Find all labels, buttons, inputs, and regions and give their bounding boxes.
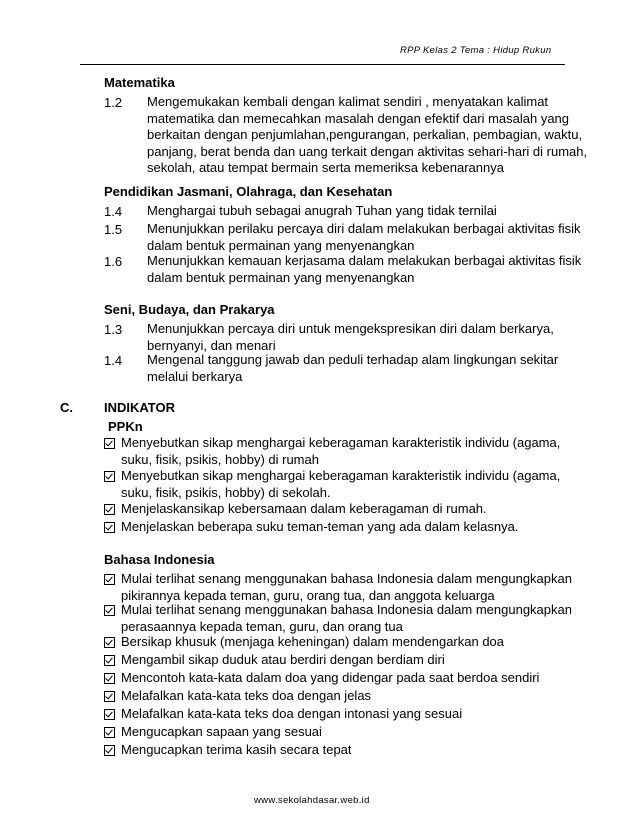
text-line: Menunjukkan kemauan kerjasama dalam melakukan berbagai aktivitas fisik <box>147 253 582 268</box>
item-text <box>147 221 581 254</box>
indicator-text <box>121 435 560 468</box>
text-line: Mengucapkan sapaan yang sesuai <box>121 724 322 739</box>
text-line: Menghargai tubuh sebagai anugrah Tuhan yang tidak ternilai <box>147 203 497 218</box>
text-line: Menjelaskansikap kebersamaan dalam keberagaman di rumah. <box>121 501 487 516</box>
item-number: 1.3 <box>104 322 123 337</box>
item-text <box>147 253 581 286</box>
text-line: suku, fisik, psikis, hobby) di sekolah. <box>121 484 331 500</box>
text-line: Menyebutkan sikap menghargai keberagaman karakteristik individu (agama, <box>121 468 561 483</box>
text-line: dalam bentuk permainan yang menyenangkan <box>147 269 415 285</box>
indicator-text <box>121 501 487 518</box>
checkbox-icon <box>104 691 115 702</box>
text-line: Mengambil sikap duduk atau berdiri dengan berdiam diri <box>121 652 445 667</box>
item-number: 1.4 <box>104 204 123 219</box>
text-line: panjang, berat benda dan uang terkait dengan aktivitas sehari-hari di rumah, <box>147 143 588 159</box>
item-number: 1.4 <box>104 353 123 368</box>
page-footer: www.sekolahdasar.web.id <box>254 795 370 806</box>
text-line: perasaannya kepada teman, guru, dan orang tua <box>121 618 403 634</box>
text-line: pikirannya kepada teman, guru, orang tua, dan anggota keluarga <box>121 587 495 603</box>
checkbox-icon <box>104 745 115 756</box>
text-line: Menunjukkan percaya diri untuk mengekspresikan diri dalam berkarya, <box>147 321 554 336</box>
text-line: Melafalkan kata-kata teks doa dengan jelas <box>121 688 372 703</box>
checkbox-icon <box>104 605 115 616</box>
text-line: Menyebutkan sikap menghargai keberagaman karakteristik individu (agama, <box>121 435 561 450</box>
section-title-indikator: INDIKATOR <box>104 400 176 415</box>
section-letter: C. <box>60 400 73 415</box>
text-line: suku, fisik, psikis, hobby) di rumah <box>121 451 319 467</box>
section-title-sbdp: Seni, Budaya, dan Prakarya <box>104 302 275 317</box>
text-line: Bersikap khusuk (menjaga keheningan) dalam mendengarkan doa <box>121 634 505 649</box>
subsection-title-ppkn: PPKn <box>108 419 143 434</box>
indicator-text <box>121 742 352 759</box>
header-rule <box>80 64 565 65</box>
item-text <box>147 203 497 220</box>
text-line: Mulai terlihat senang menggunakan bahasa Indonesia dalam mengungkapkan <box>121 602 572 617</box>
item-number: 1.2 <box>104 95 123 110</box>
page-header: RPP Kelas 2 Tema : Hidup Rukun <box>400 45 552 56</box>
indicator-text <box>121 706 462 723</box>
checkbox-icon <box>104 655 115 666</box>
checkbox-icon <box>104 471 115 482</box>
item-number: 1.6 <box>104 254 123 269</box>
section-title-matematika: Matematika <box>104 75 175 90</box>
checkbox-icon <box>104 522 115 533</box>
text-line: Mengemukakan kembali dengan kalimat sendiri , menyatakan kalimat <box>147 94 549 109</box>
indicator-text <box>121 688 371 705</box>
indicator-text <box>121 670 539 687</box>
indicator-text <box>121 652 445 669</box>
item-text <box>147 352 558 385</box>
text-line: Mencontoh kata-kata dalam doa yang didengar pada saat berdoa sendiri <box>121 670 540 685</box>
checkbox-icon <box>104 574 115 585</box>
text-line: berkaitan dengan penjumlahan,pengurangan, perkalian, pembagian, waktu, <box>147 127 583 142</box>
indicator-text <box>121 724 322 741</box>
text-line: Mulai terlihat senang menggunakan bahasa Indonesia dalam mengungkapkan <box>121 571 572 586</box>
text-line: melalui berkarya <box>147 368 243 384</box>
item-number: 1.5 <box>104 222 123 237</box>
indicator-text <box>121 602 572 635</box>
text-line: matematika dan memecahkan masalah dengan efektif dari masalah yang <box>147 110 570 126</box>
text-line: dalam bentuk permainan yang menyenangkan <box>147 237 415 253</box>
item-text <box>147 94 587 177</box>
text-line: Menunjukkan perilaku percaya diri dalam melakukan berbagai aktivitas fisik <box>147 221 581 236</box>
checkbox-icon <box>104 438 115 449</box>
checkbox-icon <box>104 637 115 648</box>
indicator-text <box>121 634 504 651</box>
text-line: sekolah, atau tempat bermain serta memeriksa kebenarannya <box>147 160 504 175</box>
text-line: Mengucapkan terima kasih secara tepat <box>121 742 352 757</box>
item-text <box>147 321 554 354</box>
subsection-title-bahasa: Bahasa Indonesia <box>104 552 215 567</box>
text-line: Menjelaskan beberapa suku teman-teman yang ada dalam kelasnya. <box>121 519 519 534</box>
checkbox-icon <box>104 673 115 684</box>
checkbox-icon <box>104 727 115 738</box>
text-line: bernyanyi, dan menari <box>147 337 276 353</box>
indicator-text <box>121 571 572 604</box>
indicator-text <box>121 519 518 536</box>
indicator-text <box>121 468 560 501</box>
checkbox-icon <box>104 709 115 720</box>
checkbox-icon <box>104 504 115 515</box>
section-title-penjas: Pendidikan Jasmani, Olahraga, dan Kesehatan <box>104 184 393 199</box>
text-line: Melafalkan kata-kata teks doa dengan intonasi yang sesuai <box>121 706 463 721</box>
text-line: Mengenal tanggung jawab dan peduli terhadap alam lingkungan sekitar <box>147 352 559 367</box>
